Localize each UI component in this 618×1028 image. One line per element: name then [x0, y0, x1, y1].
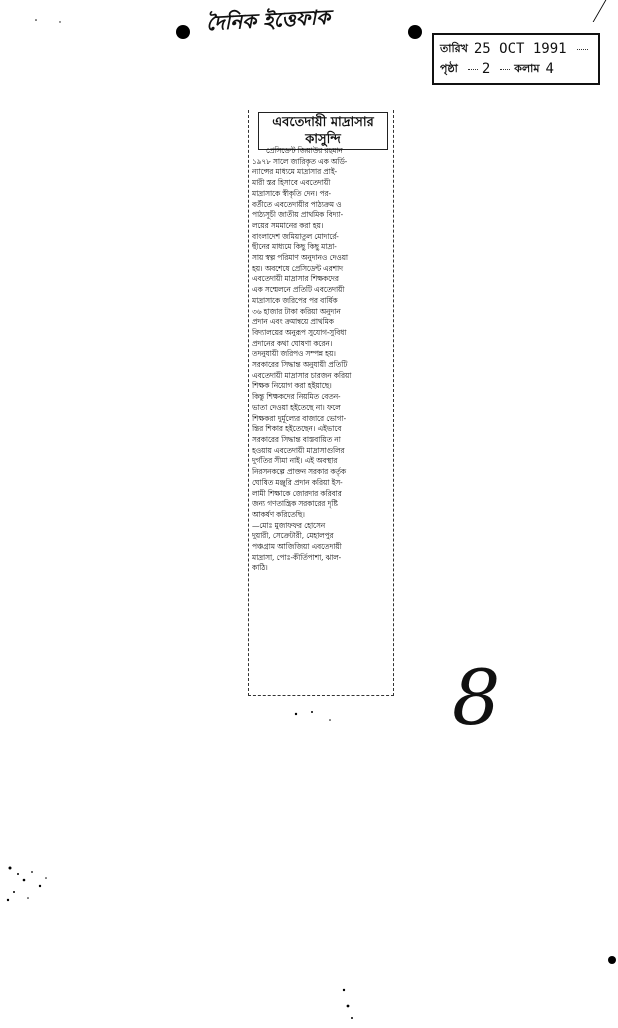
punch-hole-left-icon [176, 25, 190, 39]
headline-line-2: কাসুন্দি [305, 132, 341, 147]
article-line: পঞ্চগ্রাম আজিজিয়া এবতেদায়ী [252, 542, 342, 552]
corner-mark [593, 0, 618, 22]
article-line: নিরসনকল্পে প্রাক্তন সরকার কর্তৃক [252, 467, 346, 477]
stamp-date-value: 25 OCT 1991 [473, 41, 567, 57]
article-line: আকর্ষণ করিতেছি। [252, 509, 305, 519]
article-line: সায় স্বল্প পরিমাণ অনুদানও দেওয়া [252, 253, 348, 263]
stamp-dotted-line [577, 49, 588, 50]
article-line: ন্তির শিকার হইতেছেন। এইভাবে [252, 424, 342, 434]
article-line: সরকারের সিদ্ধান্ত অনুযায়ী প্রতিটি [252, 360, 348, 370]
article-line: লয়ের সমমানের করা হয়। [252, 220, 324, 230]
stamp-page-label: পৃষ্ঠা [440, 61, 458, 75]
stamp-dotted-line [500, 69, 510, 70]
article-line: প্রেসিডেন্ট জিয়াউর রহমান [266, 146, 343, 155]
stamp-col-label: কলাম [514, 61, 540, 75]
article-line: প্রদানের কথা ঘোষণা করেন। [252, 338, 333, 348]
article-line: মাদ্রাসাকে জরিপের পর বার্ষিক [252, 295, 338, 305]
article-line: পাঠ্যসূচী জাতীয় প্রাথমিক বিদ্যা- [252, 210, 344, 220]
article-line: মাদ্রাসাকে স্বীকৃতি দেন। পর- [252, 188, 331, 198]
newspaper-masthead: দৈনিক ইত্তেফাক [205, 4, 331, 36]
article-line: দুয়ারী, সেক্রেটারী, মেহালপুর [252, 531, 334, 541]
article-line: শিক্ষক নিয়োগ করা হইয়াছে। [252, 381, 332, 391]
article-line: বর্তীতে এবতেদায়ীর পাঠ্যক্রম ও [252, 199, 342, 209]
article-line: এবতেদায়ী মাদ্রাসার শিক্ষকদের [252, 274, 339, 284]
article-line: কিন্তু শিক্ষকদের নিয়মিত বেতন- [252, 392, 341, 402]
article-line: বিদ্যালয়ের অনুরূপ সুযোগ-সুবিধা [252, 327, 347, 337]
article-line: জন্য গণতান্ত্রিক সরকারের দৃষ্টি [252, 499, 338, 509]
article-line: এবতেদায়ী মাদ্রাসার চারজন করিয়া [252, 370, 352, 380]
article-line: বাংলাদেশ জমিয়াতুল মোদার্রে- [252, 231, 339, 241]
article-line: লামী শিক্ষাকে জোরদার করিবার [252, 488, 342, 498]
stamp-page-row [440, 59, 592, 79]
article-line: ন্যান্সের মাধ্যমে মাদ্রাসার প্রাই- [252, 167, 337, 177]
article-line: দুর্গতির সীমা নাই। এই অবস্থার [252, 456, 338, 466]
article-line: ছীনের মাধ্যমে কিছু কিছু মাদ্রা- [252, 242, 337, 252]
article-line: কাঠি। [252, 563, 268, 573]
article-line: শিক্ষকরা দুর্মূল্যের বাজারে ভোগা- [252, 413, 347, 423]
punch-hole-right-icon [408, 25, 422, 39]
article-line: তদনুযায়ী জরিপও সম্পন্ন হয়। [252, 349, 336, 359]
article-line: হওয়ায় এবতেদায়ী মাদ্রাসাগুলির [252, 445, 345, 455]
article-line: —মোঃ মুজাফফর হোসেন [252, 520, 326, 530]
article-body [252, 146, 392, 574]
article-line: সরকারের সিদ্ধান্ত বাস্তবায়িত না [252, 434, 341, 444]
article-line: ১৯৭৮ সালে জারিকৃত এক অর্ডি- [252, 156, 348, 166]
date-stamp [432, 33, 600, 85]
article-line: মাদ্রাসা, পোঃ-কীর্তিপাশা, ঝাল- [252, 552, 342, 562]
headline-line-1: এবতেদায়ী মাদ্রাসার [272, 115, 374, 130]
stamp-dotted-line [468, 69, 478, 70]
article-line: হয়। অবশেষে প্রেসিডেন্ট এরশাদ [252, 263, 343, 273]
article-line: এক সম্মেলনে প্রতিটি এবতেদায়ী [252, 285, 345, 295]
stamp-date-label: তারিখ [440, 41, 468, 55]
article-line: ঘোষিত মঞ্জুরি প্রদান করিয়া ইস- [252, 477, 343, 487]
article-line: ৩৬ হাজার টাকা করিয়া অনুদান [252, 306, 341, 316]
article-line: মারী স্তর হিসাবে এবতেদায়ী [252, 178, 331, 188]
article-line: প্রদান এবং ক্রমান্বয়ে প্রাথমিক [252, 317, 334, 327]
stamp-col-value: 4 [545, 61, 554, 77]
article-headline [258, 112, 388, 150]
handwritten-page-number: 8 [452, 653, 501, 742]
stamp-date-row [440, 39, 592, 59]
article-line: ভাতা দেওয়া হইতেছে না। ফলে [252, 402, 341, 412]
stamp-page-value: 2 [481, 61, 491, 77]
